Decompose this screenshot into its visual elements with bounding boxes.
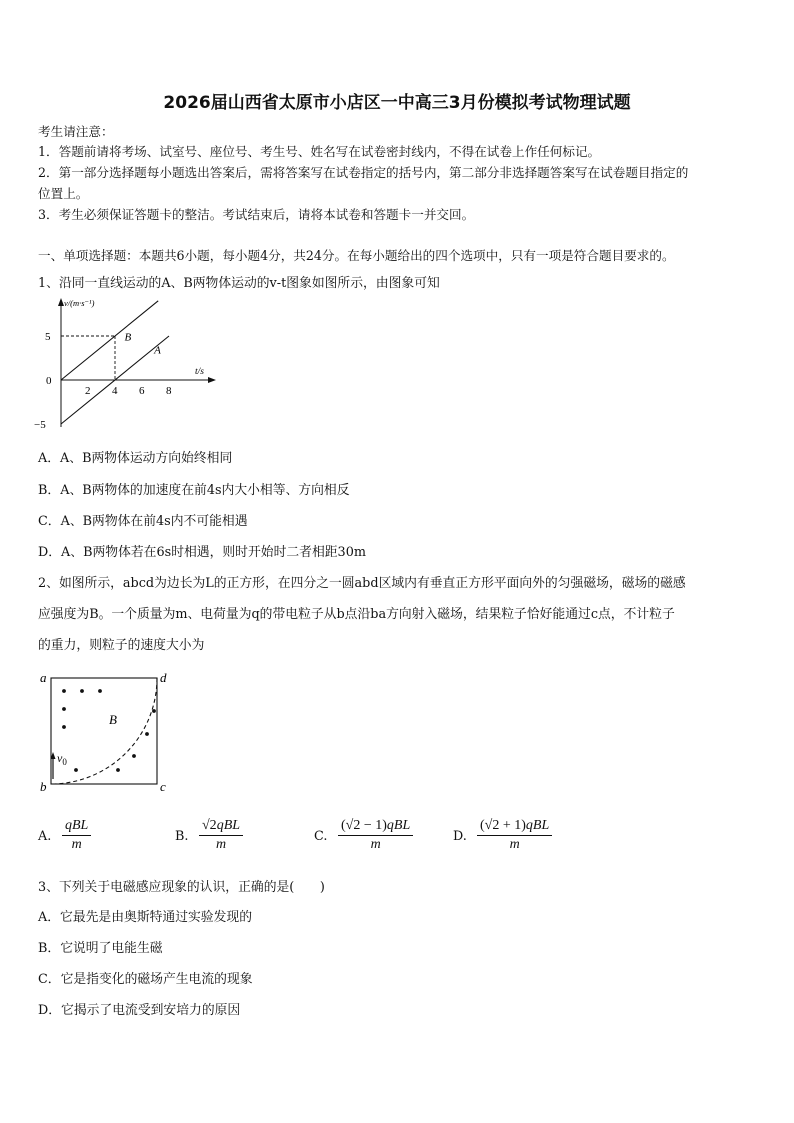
quarter-circle-arc — [51, 678, 157, 784]
field-dot — [116, 768, 120, 772]
q2-option-d-letter: D. — [453, 829, 467, 844]
x-tick-4: 4 — [112, 385, 118, 397]
question-3-stem: 3、下列关于电磁感应现象的认识，正确的是( ) — [38, 880, 325, 895]
vt-labels — [34, 298, 204, 431]
notice-item-1: 1．答题前请将考场、试室号、座位号、考生号、姓名写在试卷密封线内，不得在试卷上作任何标记。 — [38, 144, 601, 159]
q2-option-d-fraction — [477, 818, 552, 853]
q2-option-c-letter: C. — [314, 829, 328, 844]
label-b: b — [40, 779, 47, 794]
x-tick-2: 2 — [85, 385, 91, 397]
q2-option-d-denominator: m — [509, 837, 520, 852]
vt-graph — [30, 295, 220, 435]
label-a: a — [40, 670, 47, 685]
q3-option-a: A．它最先是由奥斯特通过实验发现的 — [38, 910, 252, 925]
y-tick-neg5: −5 — [34, 419, 46, 431]
notice-heading: 考生请注意： — [38, 124, 114, 139]
q2-option-b-fraction — [199, 818, 243, 853]
q1-option-c: C．A、B两物体在前4s内不可能相遇 — [38, 514, 248, 529]
label-c: c — [160, 779, 166, 794]
field-dots — [62, 689, 156, 772]
magnetic-field-figure — [36, 666, 178, 794]
q2-option-a-letter: A. — [38, 829, 52, 844]
notice-item-2: 2．第一部分选择题每小题选出答案后，需将答案写在试卷指定的括号内，第二部分非选择题答案写在试卷题目指定的 — [38, 165, 689, 180]
x-tick-8: 8 — [166, 385, 172, 397]
question-2-line-1: 2、如图所示，abcd为边长为L的正方形，在四分之一圆abd区域内有垂直正方形平面向外的匀强磁场，磁场的磁感 — [38, 576, 686, 591]
series-label-b: B — [124, 331, 132, 344]
field-dot — [62, 707, 66, 711]
series-line-b — [61, 301, 158, 380]
q2-option-c-denominator: m — [370, 837, 381, 852]
field-dot — [80, 689, 84, 693]
field-dot — [74, 768, 78, 772]
field-dot — [145, 732, 149, 736]
series-label-a: A — [154, 344, 161, 357]
field-dot — [62, 725, 66, 729]
q2-option-a-numerator: qBL — [62, 818, 91, 836]
question-1-stem: 1、沿同一直线运动的A、B两物体运动的v-t图象如图所示，由图象可知 — [38, 276, 440, 291]
page-title: 2026届山西省太原市小店区一中高三3月份模拟考试物理试题 — [163, 93, 631, 113]
x-axis-arrow — [208, 377, 216, 383]
q3-option-d: D．它揭示了电流受到安培力的原因 — [38, 1003, 241, 1018]
y-tick-0: 0 — [46, 375, 52, 387]
q3-option-c: C．它是指变化的磁场产生电流的现象 — [38, 972, 253, 987]
q1-option-b: B．A、B两物体的加速度在前4s内大小相等、方向相反 — [38, 483, 350, 498]
notice-item-3: 3．考生必须保证答题卡的整洁。考试结束后，请将本试卷和答题卡一并交回。 — [38, 207, 475, 222]
section-heading: 一、单项选择题：本题共6小题，每小题4分，共24分。在每小题给出的四个选项中，只有一项是符合题目要求的。 — [38, 248, 675, 263]
x-axis-label: t/s — [195, 367, 204, 377]
notice-item-2-cont: 位置上。 — [38, 186, 89, 201]
y-tick-5: 5 — [45, 331, 51, 343]
y-axis-label: v/(m·s⁻¹) — [64, 298, 95, 308]
field-dot — [132, 754, 136, 758]
question-2-line-2: 应强度为B。一个质量为m、电荷量为q的带电粒子从b点沿ba方向射入磁场，结果粒子恰好能通过c点，不计粒子 — [38, 607, 675, 622]
q2-option-a-denominator: m — [71, 837, 82, 852]
label-v0: $v_0$ — [57, 751, 67, 767]
x-tick-6: 6 — [139, 385, 145, 397]
field-dot — [98, 689, 102, 693]
q2-option-a-fraction — [62, 818, 91, 853]
q2-option-c-numerator: (√2 − 1)qBL — [338, 818, 413, 836]
question-2-line-3: 的重力，则粒子的速度大小为 — [38, 638, 205, 653]
q1-option-a: A．A、B两物体运动方向始终相同 — [38, 451, 233, 466]
field-dot — [62, 689, 66, 693]
q2-option-d-numerator: (√2 + 1)qBL — [477, 818, 552, 836]
q2-option-b-denominator: m — [215, 837, 227, 852]
label-d: d — [160, 670, 167, 685]
q1-option-d: D．A、B两物体若在6s时相遇，则时开始时二者相距30m — [38, 545, 366, 560]
q2-option-b-numerator: √2qBL — [199, 818, 243, 836]
q2-option-b-letter: B. — [175, 829, 189, 844]
field-dot — [152, 709, 156, 713]
square-abcd — [51, 678, 157, 784]
q2-option-c-fraction — [338, 818, 413, 853]
label-field-b: B — [109, 712, 117, 727]
q3-option-b: B．它说明了电能生磁 — [38, 941, 163, 956]
